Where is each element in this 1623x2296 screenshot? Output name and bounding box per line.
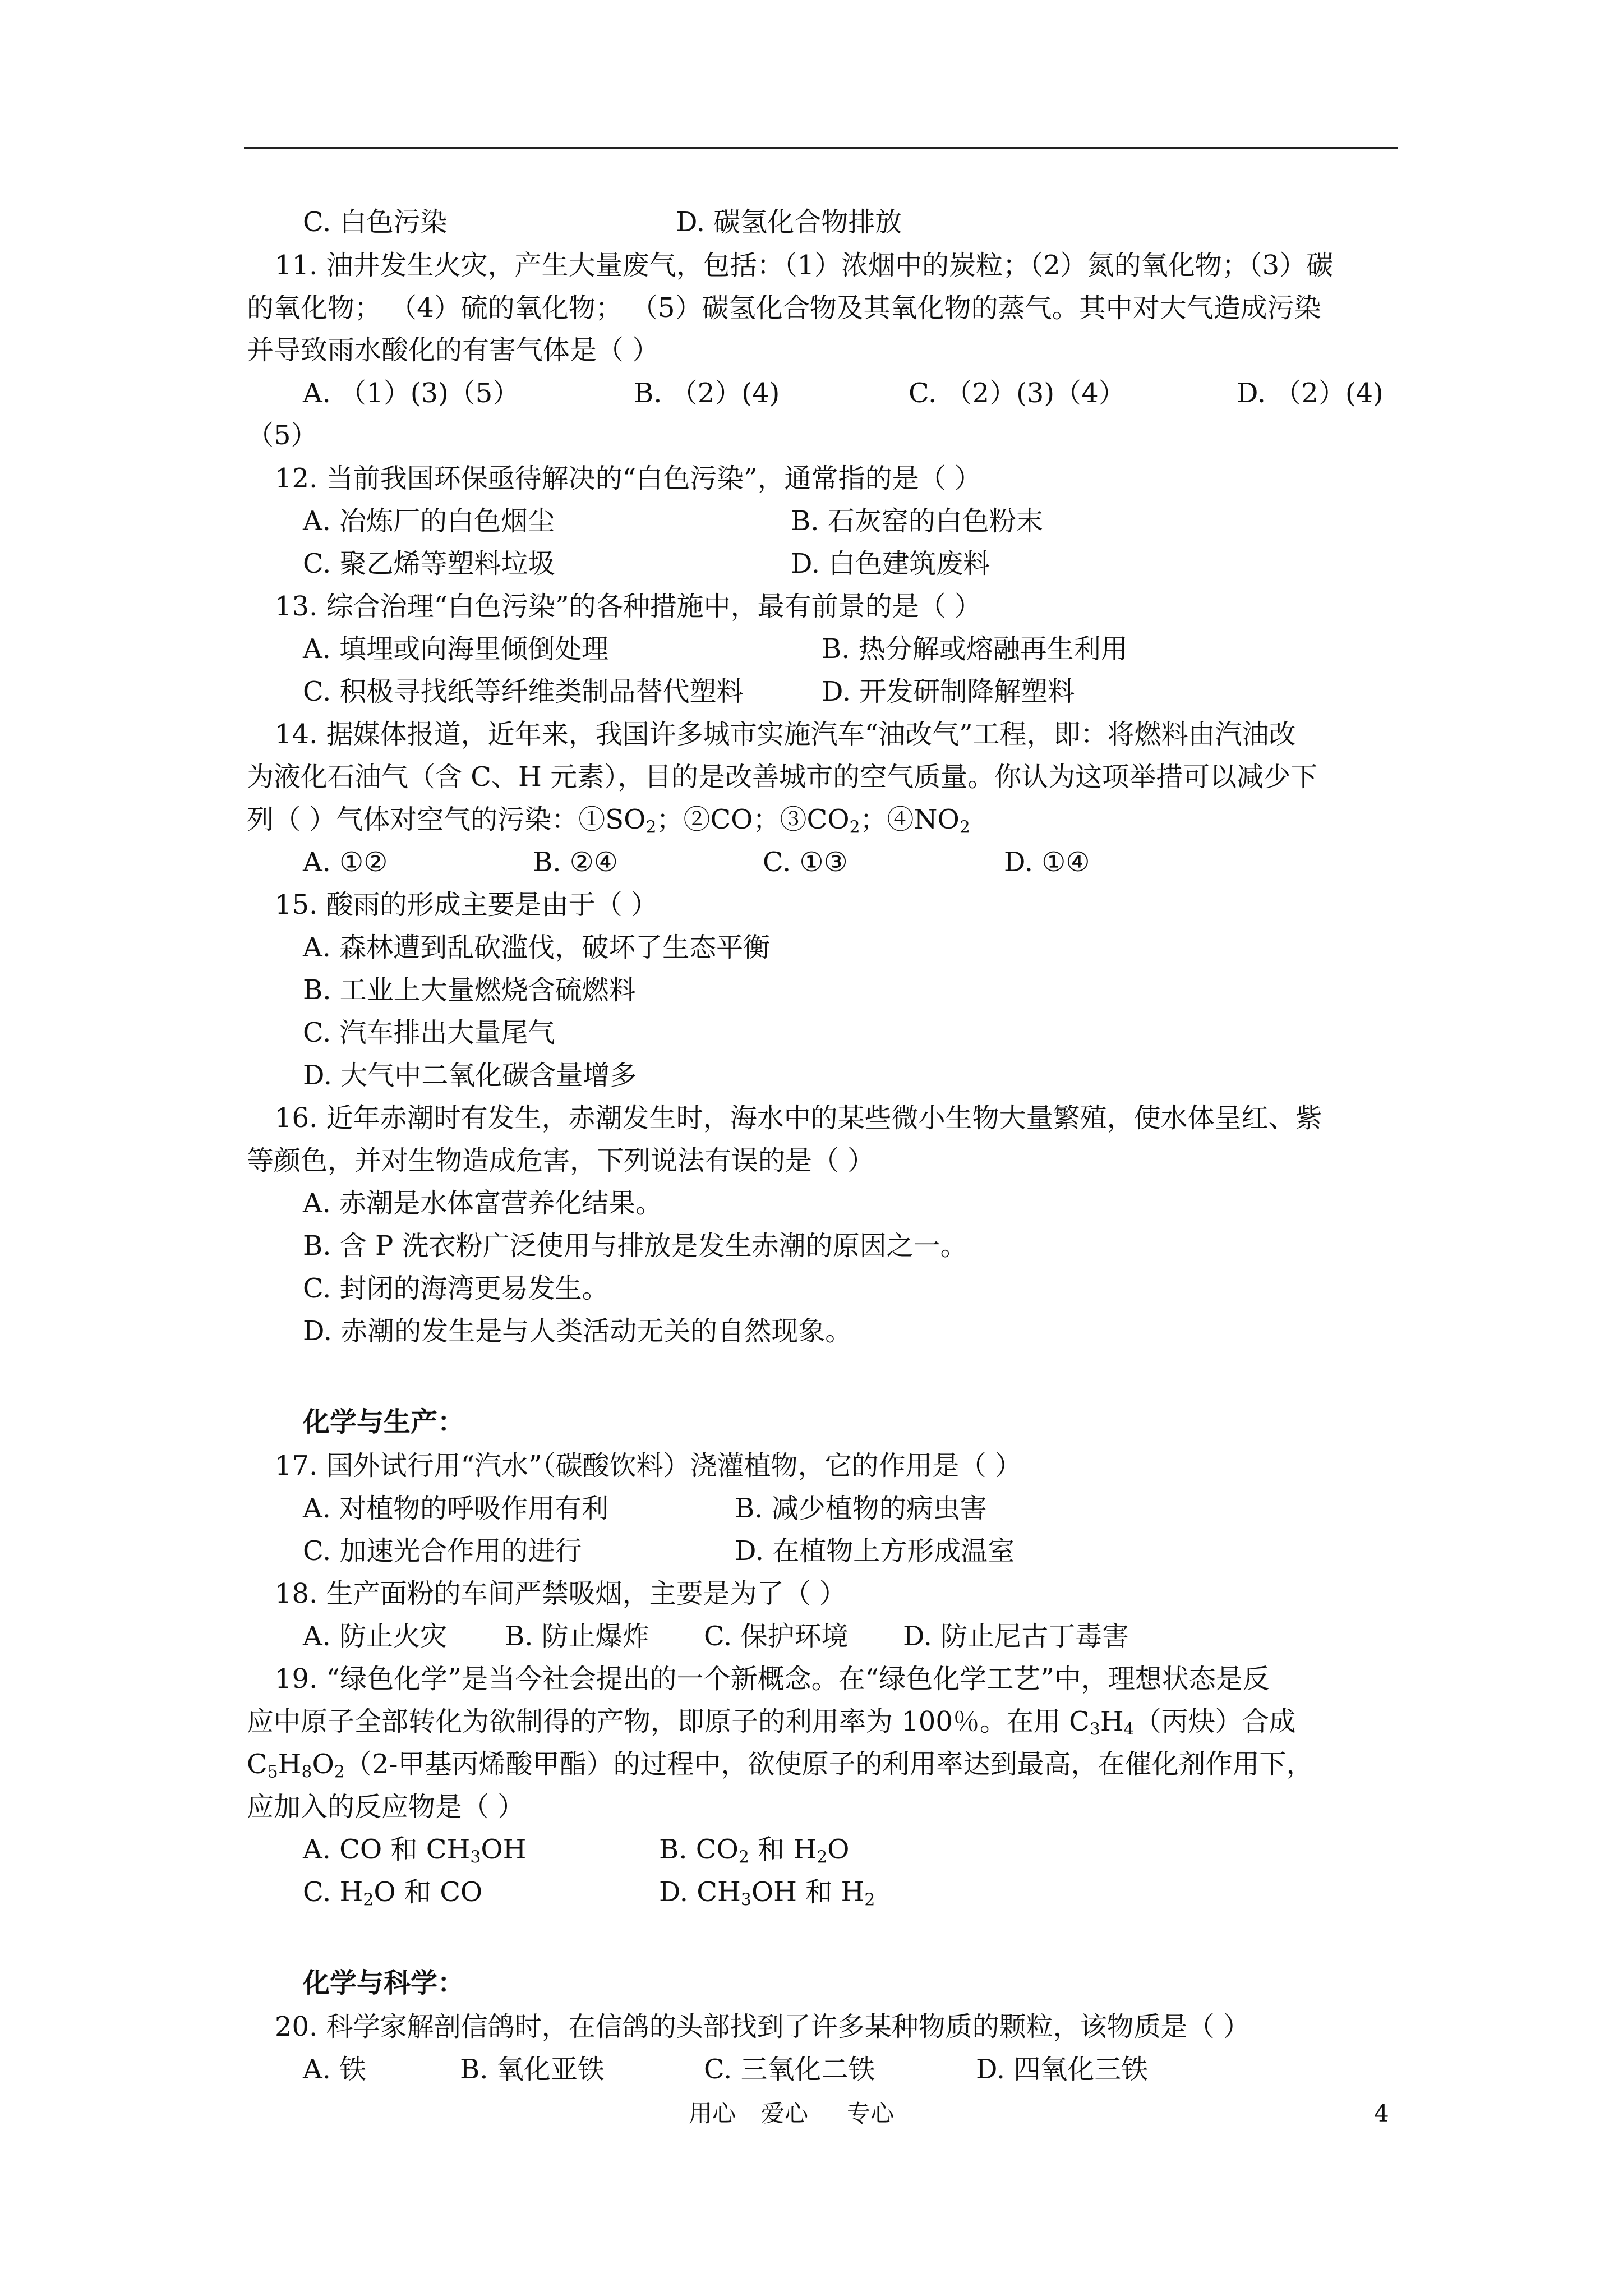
footer-motto-3: 专心 (847, 2100, 895, 2127)
q18-stem: 18. 生产面粉的车间严禁吸烟，主要是为了（ ） (275, 1578, 846, 1609)
q13-option-a: A. 填埋或向海里倾倒处理 (303, 633, 609, 665)
q20-stem: 20. 科学家解剖信鸽时，在信鸽的头部找到了许多某种物质的颗粒，该物质是（ ） (275, 2011, 1250, 2042)
q17-stem: 17. 国外试行用“汽水”（碳酸饮料）浇灌植物，它的作用是（ ） (275, 1450, 1022, 1481)
q20-option-d: D. 四氧化三铁 (976, 2054, 1149, 2085)
q14-option-c: C. ①③ (763, 846, 848, 878)
section-heading-production: 化学与生产： (303, 1406, 465, 1438)
q19-option-b: B. $CO_2$ 和 $H_2O$ (659, 1834, 850, 1867)
q19-stem-line2: 应中原子全部转化为欲制得的产物，即原子的利用率为 100％。在用 $C_3H_4$（丙炔）合成 (247, 1706, 1296, 1740)
q15-option-a: A. 森林遭到乱砍滥伐，破坏了生态平衡 (303, 932, 771, 963)
q16-stem-line1: 16. 近年赤潮时有发生，赤潮发生时，海水中的某些微小生物大量繁殖，使水体呈红、紫 (275, 1102, 1322, 1134)
q17-option-a: A. 对植物的呼吸作用有利 (303, 1493, 609, 1524)
q19-stem-line1: 19. “绿色化学”是当今社会提出的一个新概念。在“绿色化学工艺”中，理想状态是反 (275, 1663, 1270, 1695)
q13-option-d: D. 开发研制降解塑料 (822, 676, 1075, 707)
q18-option-b: B. 防止爆炸 (505, 1621, 649, 1652)
q19-stem-line4: 应加入的反应物是（ ） (247, 1791, 525, 1823)
q11-option-b: B. （2）(4) (634, 378, 780, 409)
q11-option-c: C. （2）(3)（4） (909, 378, 1126, 409)
q15-option-b: B. 工业上大量燃烧含硫燃料 (303, 974, 636, 1006)
q19-option-c: C. $H_2O$ 和 CO (303, 1876, 483, 1910)
q14-stem-line2: 为液化石油气（含 C、H 元素），目的是改善城市的空气质量。你认为这项举措可以减少下 (247, 761, 1318, 793)
q10-option-d: D. 碳氢化合物排放 (676, 206, 902, 238)
q19-option-d: D. $CH_3OH$ 和 $H_2$ (659, 1876, 875, 1910)
q12-option-d: D. 白色建筑废料 (791, 548, 990, 579)
q14-option-a: A. ①② (303, 846, 388, 878)
footer-motto-1: 用心 (689, 2100, 736, 2127)
q18-option-d: D. 防止尼古丁毒害 (903, 1621, 1129, 1652)
q14-stem-line1: 14. 据媒体报道，近年来，我国许多城市实施汽车“油改气”工程，即：将燃料由汽油改 (275, 719, 1296, 750)
q19-stem-line3: $C_5H_8O_2(2-$甲基丙烯酸甲酯）的过程中，欲使原子的利用率达到最高，在催化剂作用下， (247, 1749, 1313, 1782)
q12-option-b: B. 石灰窑的白色粉末 (791, 505, 1043, 537)
q11-stem-line1: 11. 油井发生火灾，产生大量废气，包括：（1）浓烟中的炭粒；（2）氮的氧化物；（3）碳 (275, 250, 1334, 281)
q16-stem-line2: 等颜色，并对生物造成危害，下列说法有误的是（ ） (247, 1145, 875, 1176)
header-rule (244, 147, 1398, 149)
q18-option-a: A. 防止火灾 (303, 1621, 448, 1652)
q17-option-c: C. 加速光合作用的进行 (303, 1535, 582, 1567)
q11-option-d: D. （2）(4) (1237, 378, 1384, 409)
q16-option-b: B. 含 P 洗衣粉广泛使用与排放是发生赤潮的原因之一。 (303, 1230, 967, 1262)
q16-option-c: C. 封闭的海湾更易发生。 (303, 1273, 609, 1304)
q13-option-b: B. 热分解或熔融再生利用 (822, 633, 1128, 665)
page-number: 4 (1374, 2100, 1389, 2127)
q14-option-b: B. ②④ (533, 846, 618, 878)
q11-option-a: A. （1）(3)（5） (303, 378, 520, 409)
q16-option-a: A. 赤潮是水体富营养化结果。 (303, 1188, 663, 1219)
q15-option-d: D. 大气中二氧化碳含量增多 (303, 1060, 637, 1091)
q11-option-d-continued: （5） (247, 420, 318, 451)
q16-option-d: D. 赤潮的发生是与人类活动无关的自然现象。 (303, 1315, 852, 1347)
q20-option-b: B. 氧化亚铁 (460, 2054, 605, 2085)
q20-option-a: A. 铁 (303, 2054, 367, 2085)
section-heading-science: 化学与科学： (303, 1967, 465, 1999)
q15-option-c: C. 汽车排出大量尾气 (303, 1017, 555, 1048)
q15-stem: 15. 酸雨的形成主要是由于（ ） (275, 889, 658, 921)
q11-stem-line3: 并导致雨水酸化的有害气体是（ ） (247, 334, 660, 366)
q12-stem: 12. 当前我国环保亟待解决的“白色污染”，通常指的是（ ） (275, 463, 981, 494)
q18-option-c: C. 保护环境 (704, 1621, 849, 1652)
q14-option-d: D. ①④ (1004, 846, 1090, 878)
q14-stem-line3: 列（ ）气体对空气的污染：$①SO_2$；②CO；$③CO_2$；$④NO_2$ (247, 804, 970, 838)
q13-stem: 13. 综合治理“白色污染”的各种措施中，最有前景的是（ ） (275, 591, 981, 622)
q12-option-c: C. 聚乙烯等塑料垃圾 (303, 548, 555, 579)
q17-option-d: D. 在植物上方形成温室 (735, 1535, 1015, 1567)
q10-option-c: C. 白色污染 (303, 206, 448, 238)
q19-option-a: A. CO 和 $CH_3OH$ (303, 1834, 527, 1867)
q17-option-b: B. 减少植物的病虫害 (735, 1493, 987, 1524)
footer-motto-2: 爱心 (761, 2100, 809, 2127)
q11-stem-line2: 的氧化物； （4）硫的氧化物； （5）碳氢化合物及其氧化物的蒸气。其中对大气造成污染 (247, 292, 1321, 324)
q13-option-c: C. 积极寻找纸等纤维类制品替代塑料 (303, 676, 744, 707)
q12-option-a: A. 冶炼厂的白色烟尘 (303, 505, 555, 537)
q20-option-c: C. 三氧化二铁 (704, 2054, 875, 2085)
